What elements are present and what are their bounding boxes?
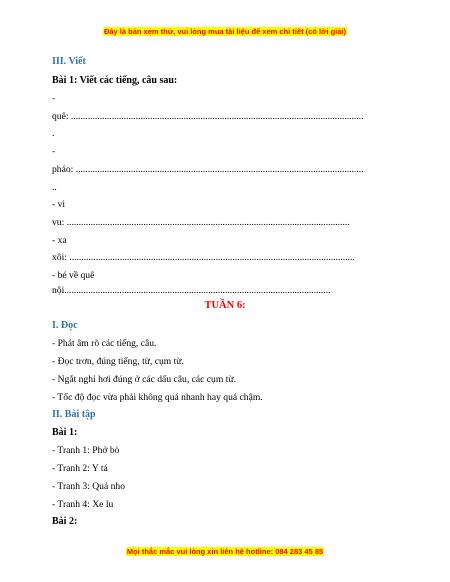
exercise-b2-title: Bài 2:: [52, 516, 78, 527]
writing-line: ..: [52, 182, 57, 193]
top-banner: [0, 27, 450, 36]
writing-line: -: [52, 93, 56, 104]
reading-item: - Ngắt nghỉ hơi đúng ở các dấu câu, các cụm từ.: [52, 374, 236, 385]
exercise-1-title: Bài 1: Viết các tiếng, câu sau:: [52, 75, 178, 86]
writing-line: -: [52, 146, 56, 157]
writing-line: xôi: .......................................................................................................................: [52, 252, 355, 263]
reading-item: - Đọc trơn, đúng tiếng, từ, cụm từ.: [52, 356, 184, 367]
picture-item: - Tranh 3: Quả nho: [52, 481, 126, 492]
top-banner-text: Đây là bản xem thử, vui lòng mua tài liệu để xem chi tiết (có lời giải): [103, 27, 347, 36]
writing-line: nội...............................................................................................................: [52, 285, 331, 296]
writing-line: - xa: [52, 235, 67, 246]
bottom-banner: [0, 547, 450, 556]
week-title: TUẦN 6:: [204, 300, 246, 311]
section-writing-heading: III. Viết: [52, 56, 86, 67]
section-exercises-heading: II. Bài tập: [52, 409, 96, 420]
picture-item: - Tranh 4: Xe lu: [52, 499, 114, 510]
writing-line: - vi: [52, 199, 66, 210]
writing-line: pháo: ........................................................................................................................: [52, 164, 364, 175]
writing-line: quê: ..........................................................................................................................: [52, 111, 364, 122]
writing-line: vu: ......................................................................................................................: [52, 217, 350, 228]
reading-item: - Phát âm rõ các tiếng, câu.: [52, 338, 157, 349]
writing-line: - bé về quê: [52, 270, 95, 281]
writing-line: .: [52, 128, 55, 139]
section-reading-heading: I. Đọc: [52, 320, 78, 331]
picture-item: - Tranh 1: Phở bò: [52, 445, 120, 456]
bottom-banner-text: Mọi thắc mắc vui lòng xin liên hệ hotline: 084 283 45 85: [126, 547, 324, 556]
reading-item: - Tốc độ đọc vừa phải không quá nhanh hay quá chậm.: [52, 392, 263, 403]
picture-item: - Tranh 2: Y tá: [52, 463, 108, 474]
exercise-b1-title: Bài 1:: [52, 427, 78, 438]
